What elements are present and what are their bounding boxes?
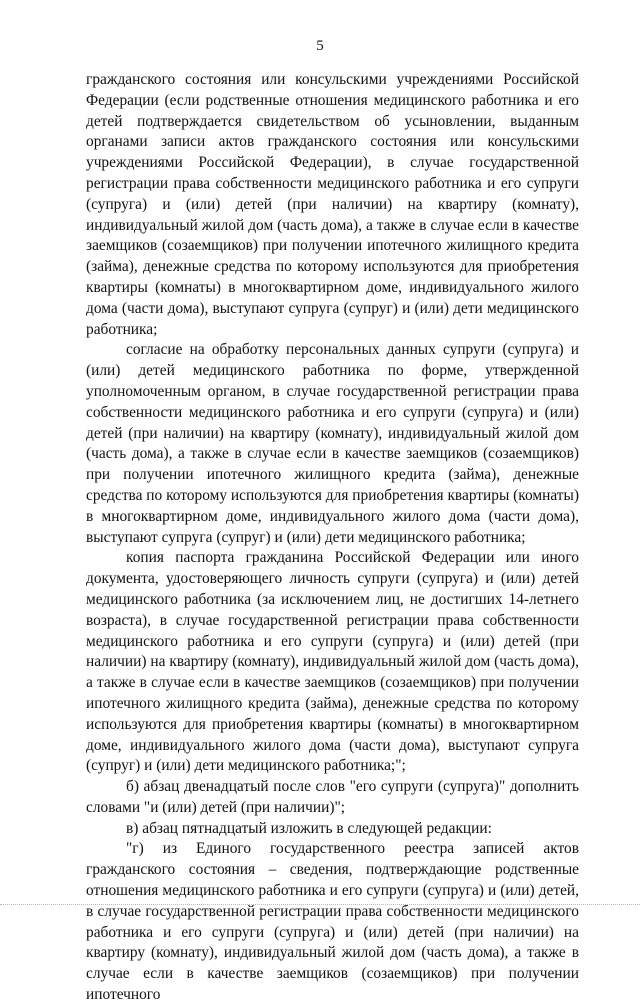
paragraph-passport-copy: копия паспорта гражданина Российской Федерации или иного документа, удостоверяющего личность супруги (супруга) и (или) детей медицинского работника (за исключением лиц, не достигших 14-летнего возраста), в случае государственной регистрации права собственности медицинского работника и его супруги (супруга) и (или) детей (при наличии) на квартиру (комнату), индивидуальный жилой дом (часть дома), а также в случае если в качестве заемщиков (созаемщиков) при получении ипотечного жилищного кредита (займа), денежные средства по которому используются для приобретения квартиры (комнаты) в многоквартирном доме, индивидуального жилого дома (части дома), выступают супруга (супруг) и (или) дети медицинского работника;"; <box>86 549 579 775</box>
paragraph-consent-personal-data: согласие на обработку персональных данных супруги (супруга) и (или) детей медицинского работника по форме, утвержденной уполномоченным органом, в случае государственной регистрации права собственности медицинского работника и его супруги (супруга) и (или) детей (при наличии) на квартиру (комнату), индивидуальный жилой дом (часть дома), а также в случае если в качестве заемщиков (созаемщиков) при получении ипотечного жилищного кредита (займа), денежные средства по которому используются для приобретения квартиры (комнаты) в многоквартирном доме, индивидуального жилого дома (части дома), выступают супруга (супруг) и (или) дети медицинского работника; <box>86 341 579 546</box>
paragraph-amendment-v: в) абзац пятнадцатый изложить в следующей редакции: <box>126 819 492 837</box>
page-number: 5 <box>316 38 324 54</box>
page-bottom-edge <box>0 904 640 906</box>
paragraph-continuation: гражданского состояния или консульскими учреждениями Российской Федерации (если родственные отношения медицинского работника и его детей подтверждается свидетельством об усыновлении, выданным органами записи актов гражданского состояния или консульскими учреждениями Российской Федерации), в случае государственной регистрации права собственности медицинского работника и его супруги (супруга) и (или) детей (при наличии) на квартиру (комнату), индивидуальный жилой дом (часть дома), а также в случае если в качестве заемщиков (созаемщиков) при получении ипотечного жилищного кредита (займа), денежные средства по которому используются для приобретения квартиры (комнаты) в многоквартирном доме, индивидуального жилого дома (части дома), выступают супруга (супруг) и (или) дети медицинского работника; <box>86 71 579 338</box>
paragraph-amendment-b: б) абзац двенадцатый после слов "его супруги (супруга)" дополнить словами "и (или) детей (при наличии)"; <box>86 778 579 816</box>
document-body <box>86 70 579 1006</box>
paragraph-amendment-g: "г) из Единого государственного реестра записей актов гражданского состояния – сведения, подтверждающие родственные отношения медицинского работника и его супруги (супруга) и (или) детей, в случае государственной регистрации права собственности медицинского работника и его супруги (супруга) и (или) детей (при наличии) на квартиру (комнату), индивидуальный жилой дом (часть дома), а также в случае если в качестве заемщиков (созаемщиков) при получении ипотечного <box>86 840 579 1004</box>
